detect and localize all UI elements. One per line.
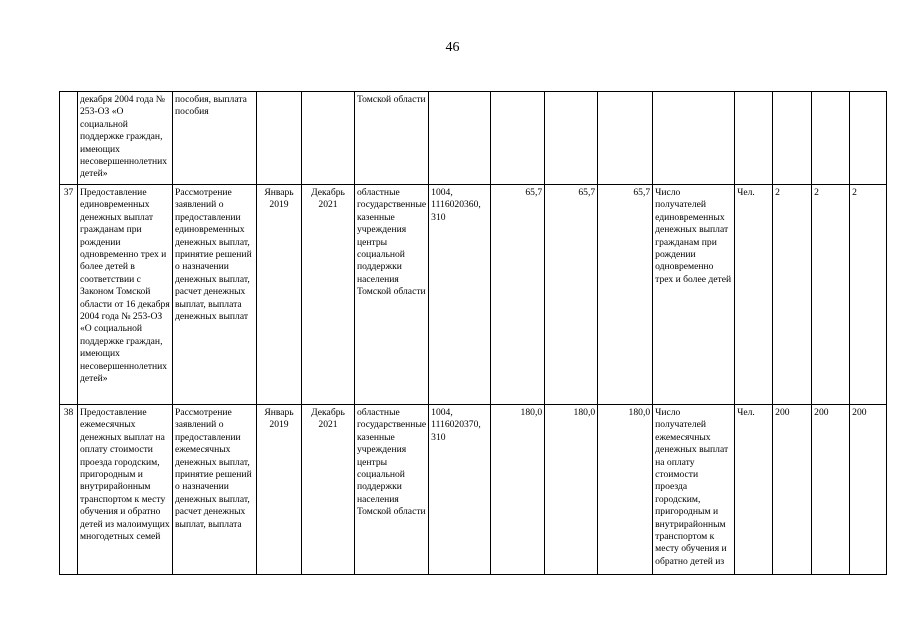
funding-year-2: 180,0	[545, 405, 598, 575]
measure-activity: пособия, выплата пособия	[173, 92, 257, 185]
funding-year-3: 180,0	[598, 405, 653, 575]
funding-year-1	[491, 92, 545, 185]
page-number: 46	[445, 40, 460, 55]
measure-activity: Рассмотрение заявлений о предоставлении единовременных денежных выплат, принятие решений о назначении денежных выплат, расчет денежных выплат, выплата денежных выплат	[173, 185, 257, 405]
end-date: Декабрь 2021	[302, 185, 355, 405]
measure-activity: Рассмотрение заявлений о предоставлении ежемесячных денежных выплат, принятие решений о назначении денежных выплат, расчет денежных выплат, выплата	[173, 405, 257, 575]
funding-year-3: 65,7	[598, 185, 653, 405]
funding-year-3	[598, 92, 653, 185]
start-date: Январь 2019	[257, 405, 302, 575]
indicator-name: Число получателей ежемесячных денежных выплат на оплату стоимости проезда городским, пригородным и внутрирайонным транспортом к месту обучения и обратно детей из	[653, 405, 735, 575]
measure-name: Предоставление ежемесячных денежных выплат на оплату стоимости проезда городским, пригородным и внутрирайонным транспортом к месту обучения и обратно детей из малоимущих многодетных семей	[78, 405, 173, 575]
executor: областные государственные казенные учреждения центры социальной поддержки населения Томской области	[355, 405, 429, 575]
target-year-1	[773, 92, 812, 185]
measure-name: Предоставление единовременных денежных выплат гражданам при рождении одновременно трех и более детей в соответствии с Законом Томской области от 16 декабря 2004 года № 253-ОЗ «О социальной поддержке граждан, имеющих несовершеннолетних детей»	[78, 185, 173, 405]
funding-year-1: 65,7	[491, 185, 545, 405]
target-year-1: 2	[773, 185, 812, 405]
executor: областные государственные казенные учреждения центры социальной поддержки населения Томской области	[355, 185, 429, 405]
budget-code	[429, 92, 491, 185]
indicator-name	[653, 92, 735, 185]
row-number	[60, 92, 78, 185]
target-year-2	[812, 92, 850, 185]
executor: Томской области	[355, 92, 429, 185]
end-date	[302, 92, 355, 185]
indicator-unit	[735, 92, 773, 185]
start-date	[257, 92, 302, 185]
table-row	[60, 185, 887, 405]
target-year-3	[850, 92, 887, 185]
target-year-2: 2	[812, 185, 850, 405]
funding-year-2	[545, 92, 598, 185]
target-year-1: 200	[773, 405, 812, 575]
funding-year-2: 65,7	[545, 185, 598, 405]
target-year-3: 2	[850, 185, 887, 405]
target-year-2: 200	[812, 405, 850, 575]
start-date: Январь 2019	[257, 185, 302, 405]
row-number: 38	[60, 405, 78, 575]
program-table	[59, 91, 887, 575]
end-date: Декабрь 2021	[302, 405, 355, 575]
indicator-name: Число получателей единовременных денежных выплат гражданам при рождении одновременно трех и более детей	[653, 185, 735, 405]
target-year-3: 200	[850, 405, 887, 575]
funding-year-1: 180,0	[491, 405, 545, 575]
row-number: 37	[60, 185, 78, 405]
table-row	[60, 405, 887, 575]
indicator-unit: Чел.	[735, 405, 773, 575]
table-row	[60, 92, 887, 185]
budget-code: 1004, 1116020360, 310	[429, 185, 491, 405]
measure-name: декабря 2004 года № 253-ОЗ «О социальной поддержке граждан, имеющих несовершеннолетних детей»	[78, 92, 173, 185]
indicator-unit: Чел.	[735, 185, 773, 405]
budget-code: 1004, 1116020370, 310	[429, 405, 491, 575]
